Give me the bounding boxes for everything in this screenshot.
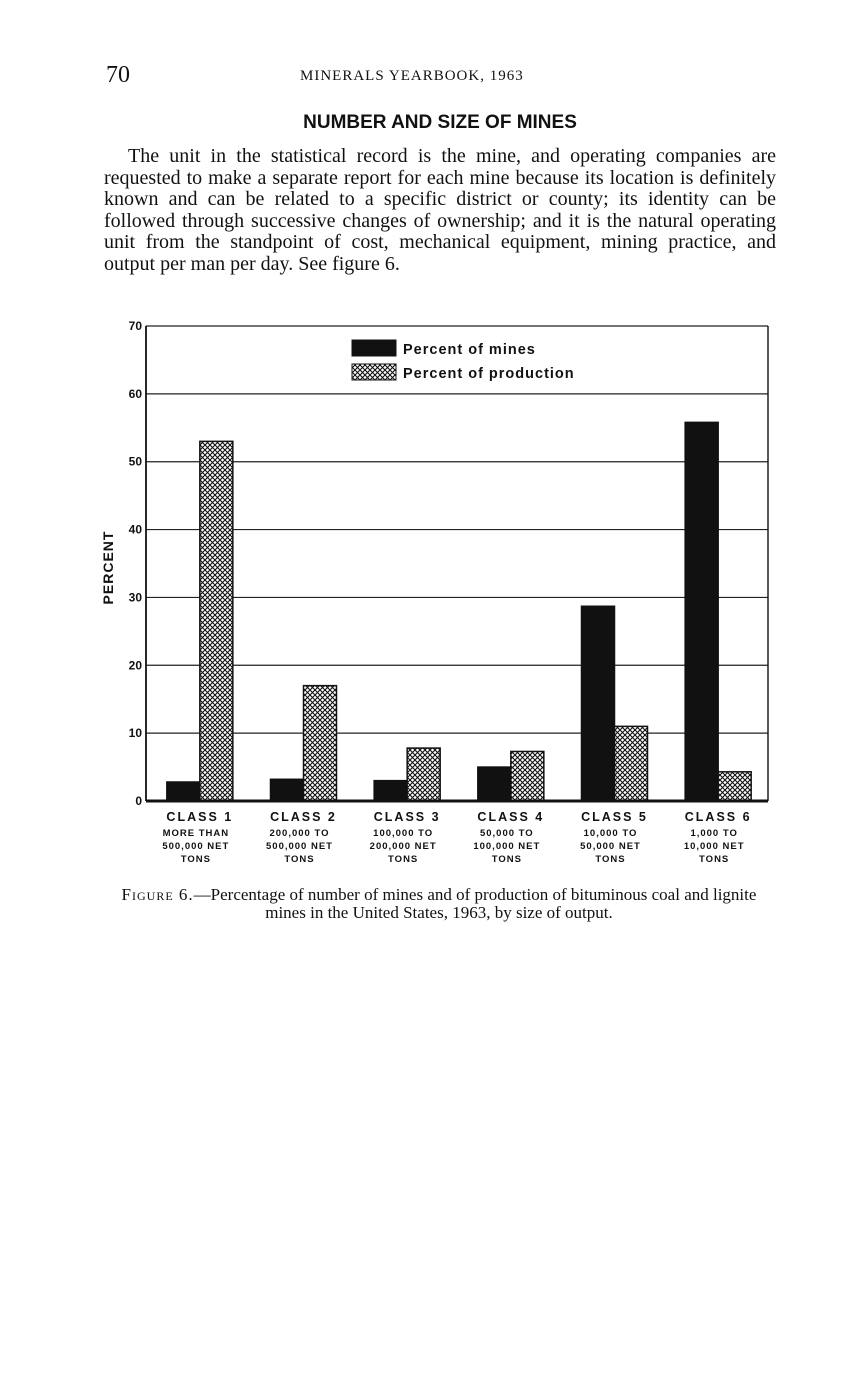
x-category-sublabel: 10,000 NET bbox=[683, 841, 745, 852]
bar-percent-of-mines bbox=[478, 767, 511, 801]
x-category-label: CLASS 2 bbox=[270, 810, 337, 824]
section-heading: NUMBER AND SIZE OF MINES bbox=[303, 112, 577, 133]
y-tick-label: 10 bbox=[128, 726, 142, 741]
x-category-sublabel: TONS bbox=[284, 854, 315, 865]
x-category-sublabel: 100,000 TO bbox=[373, 828, 434, 839]
bar-percent-of-production bbox=[200, 441, 233, 801]
bar-percent-of-mines bbox=[374, 781, 407, 801]
y-tick-label: 40 bbox=[128, 522, 142, 537]
x-category-label: CLASS 4 bbox=[477, 810, 545, 824]
bar-percent-of-mines bbox=[685, 422, 718, 801]
x-category-sublabel: 10,000 TO bbox=[583, 828, 638, 839]
bar-percent-of-mines bbox=[167, 782, 200, 801]
caption-text: —Percentage of number of mines and of production of bituminous coal and lignite mines in the United States, 1963, by size of output. bbox=[193, 885, 757, 922]
x-category-label: CLASS 3 bbox=[373, 810, 441, 824]
bar-percent-of-production bbox=[718, 772, 751, 801]
x-category-sublabel: 50,000 TO bbox=[479, 828, 534, 839]
x-category-sublabel: TONS bbox=[595, 854, 626, 865]
body-paragraph: The unit in the statistical record is the mine, and operating companies are requested to make a separate report for each mine because its location is definitely known and can be related to a specific district or county; its identity can be followed through successive changes of ownership; and it is the natural operating unit from the standpoint of cost, mechanical equipment, mining practice, and output per man per day. See figure 6. bbox=[104, 145, 776, 275]
bar-percent-of-production bbox=[511, 751, 544, 801]
legend-swatch-mines bbox=[352, 340, 396, 356]
y-tick-label: 60 bbox=[128, 386, 142, 401]
x-category-sublabel: TONS bbox=[699, 854, 730, 865]
x-category-sublabel: 50,000 NET bbox=[580, 841, 641, 852]
legend-label: Percent of production bbox=[403, 366, 575, 382]
bar-chart bbox=[0, 310, 850, 870]
x-category-sublabel: TONS bbox=[180, 854, 211, 865]
y-tick-label: 0 bbox=[135, 794, 142, 808]
x-category-label: CLASS 6 bbox=[684, 810, 752, 824]
y-tick-label: 20 bbox=[128, 658, 142, 673]
bar-percent-of-production bbox=[304, 686, 337, 801]
bar-percent-of-mines bbox=[582, 606, 615, 801]
running-title: MINERALS YEARBOOK, 1963 bbox=[300, 68, 524, 84]
figure-caption bbox=[104, 886, 774, 922]
y-axis-label: PERCENT bbox=[100, 530, 116, 605]
y-tick-label: 30 bbox=[128, 590, 142, 605]
bar-percent-of-production bbox=[615, 726, 648, 801]
legend-label: Percent of mines bbox=[403, 342, 536, 358]
legend-swatch-production bbox=[352, 364, 396, 380]
x-category-sublabel: 100,000 NET bbox=[473, 841, 541, 852]
x-category-sublabel: 200,000 NET bbox=[369, 841, 437, 852]
x-category-label: CLASS 5 bbox=[581, 810, 648, 824]
bar-percent-of-mines bbox=[271, 779, 304, 801]
y-tick-label: 70 bbox=[128, 319, 142, 333]
caption-label: Figure 6. bbox=[121, 885, 194, 904]
x-category-sublabel: 1,000 TO bbox=[690, 828, 738, 839]
y-tick-label: 50 bbox=[128, 454, 142, 469]
x-category-label: CLASS 1 bbox=[166, 810, 234, 824]
x-category-sublabel: 200,000 TO bbox=[269, 828, 330, 839]
bar-percent-of-production bbox=[407, 748, 440, 801]
x-category-sublabel: 500,000 NET bbox=[162, 841, 230, 852]
page-number: 70 bbox=[106, 62, 130, 88]
x-category-sublabel: MORE THAN bbox=[162, 828, 230, 839]
x-category-sublabel: TONS bbox=[491, 854, 522, 865]
x-category-sublabel: TONS bbox=[388, 854, 419, 865]
x-category-sublabel: 500,000 NET bbox=[266, 841, 333, 852]
